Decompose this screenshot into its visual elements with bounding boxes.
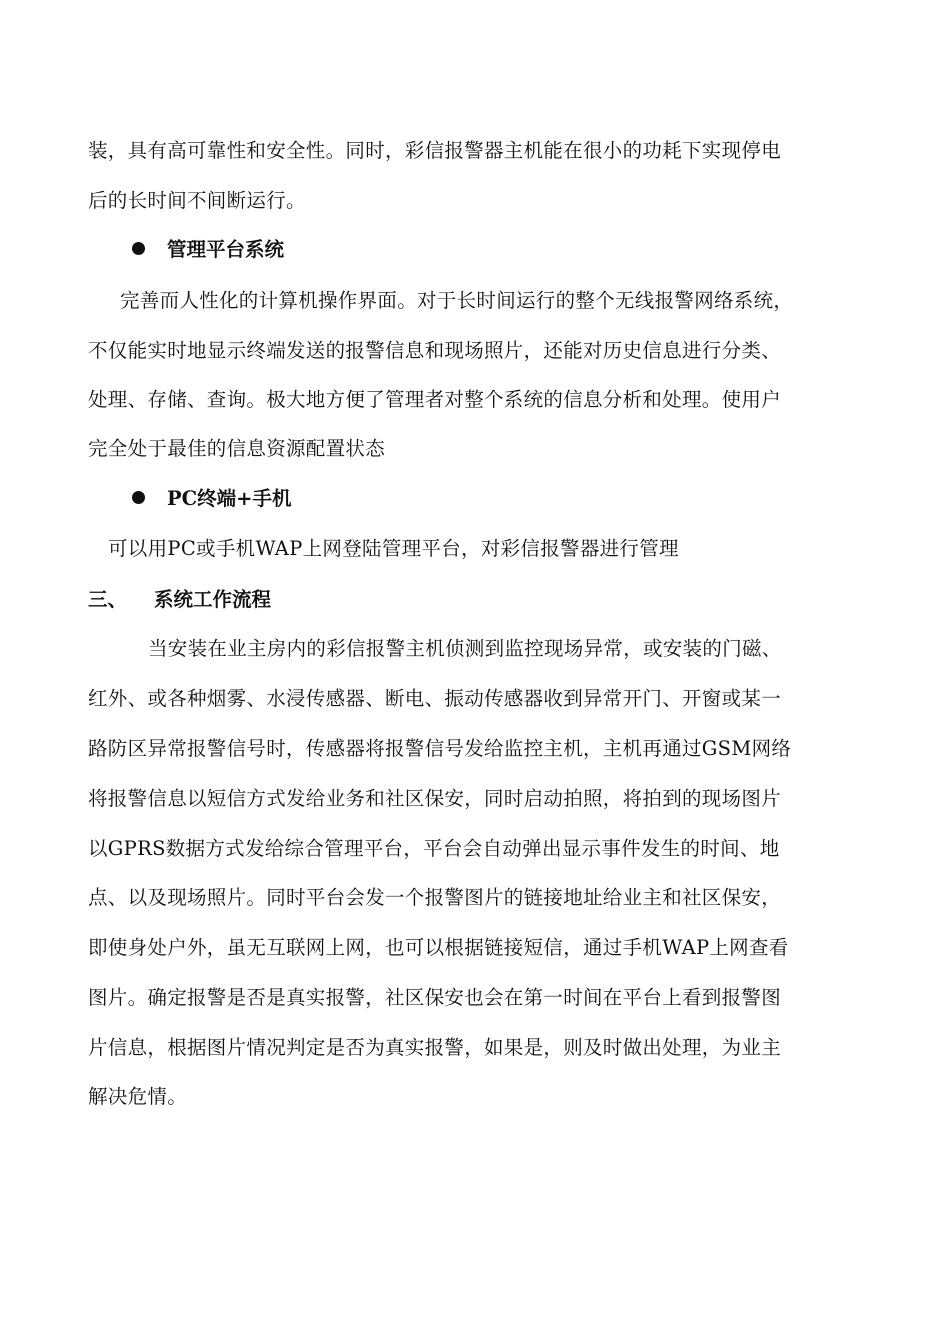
bullet-pc-label: PC终端+手机 bbox=[167, 487, 292, 510]
bullet-management-platform bbox=[132, 237, 284, 263]
workflow-line-10: 解决危情。 bbox=[88, 1085, 188, 1108]
bullet-icon bbox=[132, 242, 145, 255]
bullet-pc-terminal bbox=[132, 486, 292, 512]
management-line-1: 完善而人性化的计算机操作界面。对于长时间运行的整个无线报警网络系统， bbox=[120, 289, 794, 312]
pc-line-1: 可以用PC或手机WAP上网登陆管理平台，对彩信报警器进行管理 bbox=[108, 537, 679, 560]
section-three-title: 系统工作流程 bbox=[154, 588, 272, 611]
workflow-line-8: 图片。确定报警是否是真实报警，社区保安也会在第一时间在平台上看到报警图 bbox=[88, 986, 782, 1009]
workflow-line-5: 以GPRS数据方式发给综合管理平台，平台会自动弹出显示事件发生的时间、地 bbox=[88, 837, 780, 860]
section-three-heading bbox=[88, 587, 271, 613]
section-three-number: 三、 bbox=[88, 588, 128, 611]
workflow-line-1: 当安装在业主房内的彩信报警主机侦测到监控现场异常，或安装的门磁、 bbox=[148, 637, 782, 660]
workflow-line-6: 点、以及现场照片。同时平台会发一个报警图片的链接地址给业主和社区保安， bbox=[88, 886, 782, 909]
intro-line-2: 后的长时间不间断运行。 bbox=[88, 189, 306, 212]
bullet-management-label: 管理平台系统 bbox=[167, 238, 285, 261]
workflow-line-7: 即使身处户外，虽无互联网上网，也可以根据链接短信，通过手机WAP上网查看 bbox=[88, 936, 789, 959]
bullet-icon bbox=[132, 491, 145, 504]
intro-line-1: 装，具有高可靠性和安全性。同时，彩信报警器主机能在很小的功耗下实现停电 bbox=[88, 139, 782, 162]
workflow-line-4: 将报警信息以短信方式发给业务和社区保安，同时启动拍照，将拍到的现场图片 bbox=[88, 787, 782, 810]
management-line-3: 处理、存储、查询。极大地方便了管理者对整个系统的信息分析和处理。使用户 bbox=[88, 388, 782, 411]
management-line-2: 不仅能实时地显示终端发送的报警信息和现场照片，还能对历史信息进行分类、 bbox=[88, 339, 782, 362]
management-line-4: 完全处于最佳的信息资源配置状态 bbox=[88, 437, 386, 460]
workflow-line-9: 片信息，根据图片情况判定是否为真实报警，如果是，则及时做出处理，为业主 bbox=[88, 1036, 782, 1059]
workflow-line-2: 红外、或各种烟雾、水浸传感器、断电、振动传感器收到异常开门、开窗或某一 bbox=[88, 687, 782, 710]
workflow-line-3: 路防区异常报警信号时，传感器将报警信号发给监控主机，主机再通过GSM网络 bbox=[88, 737, 792, 760]
